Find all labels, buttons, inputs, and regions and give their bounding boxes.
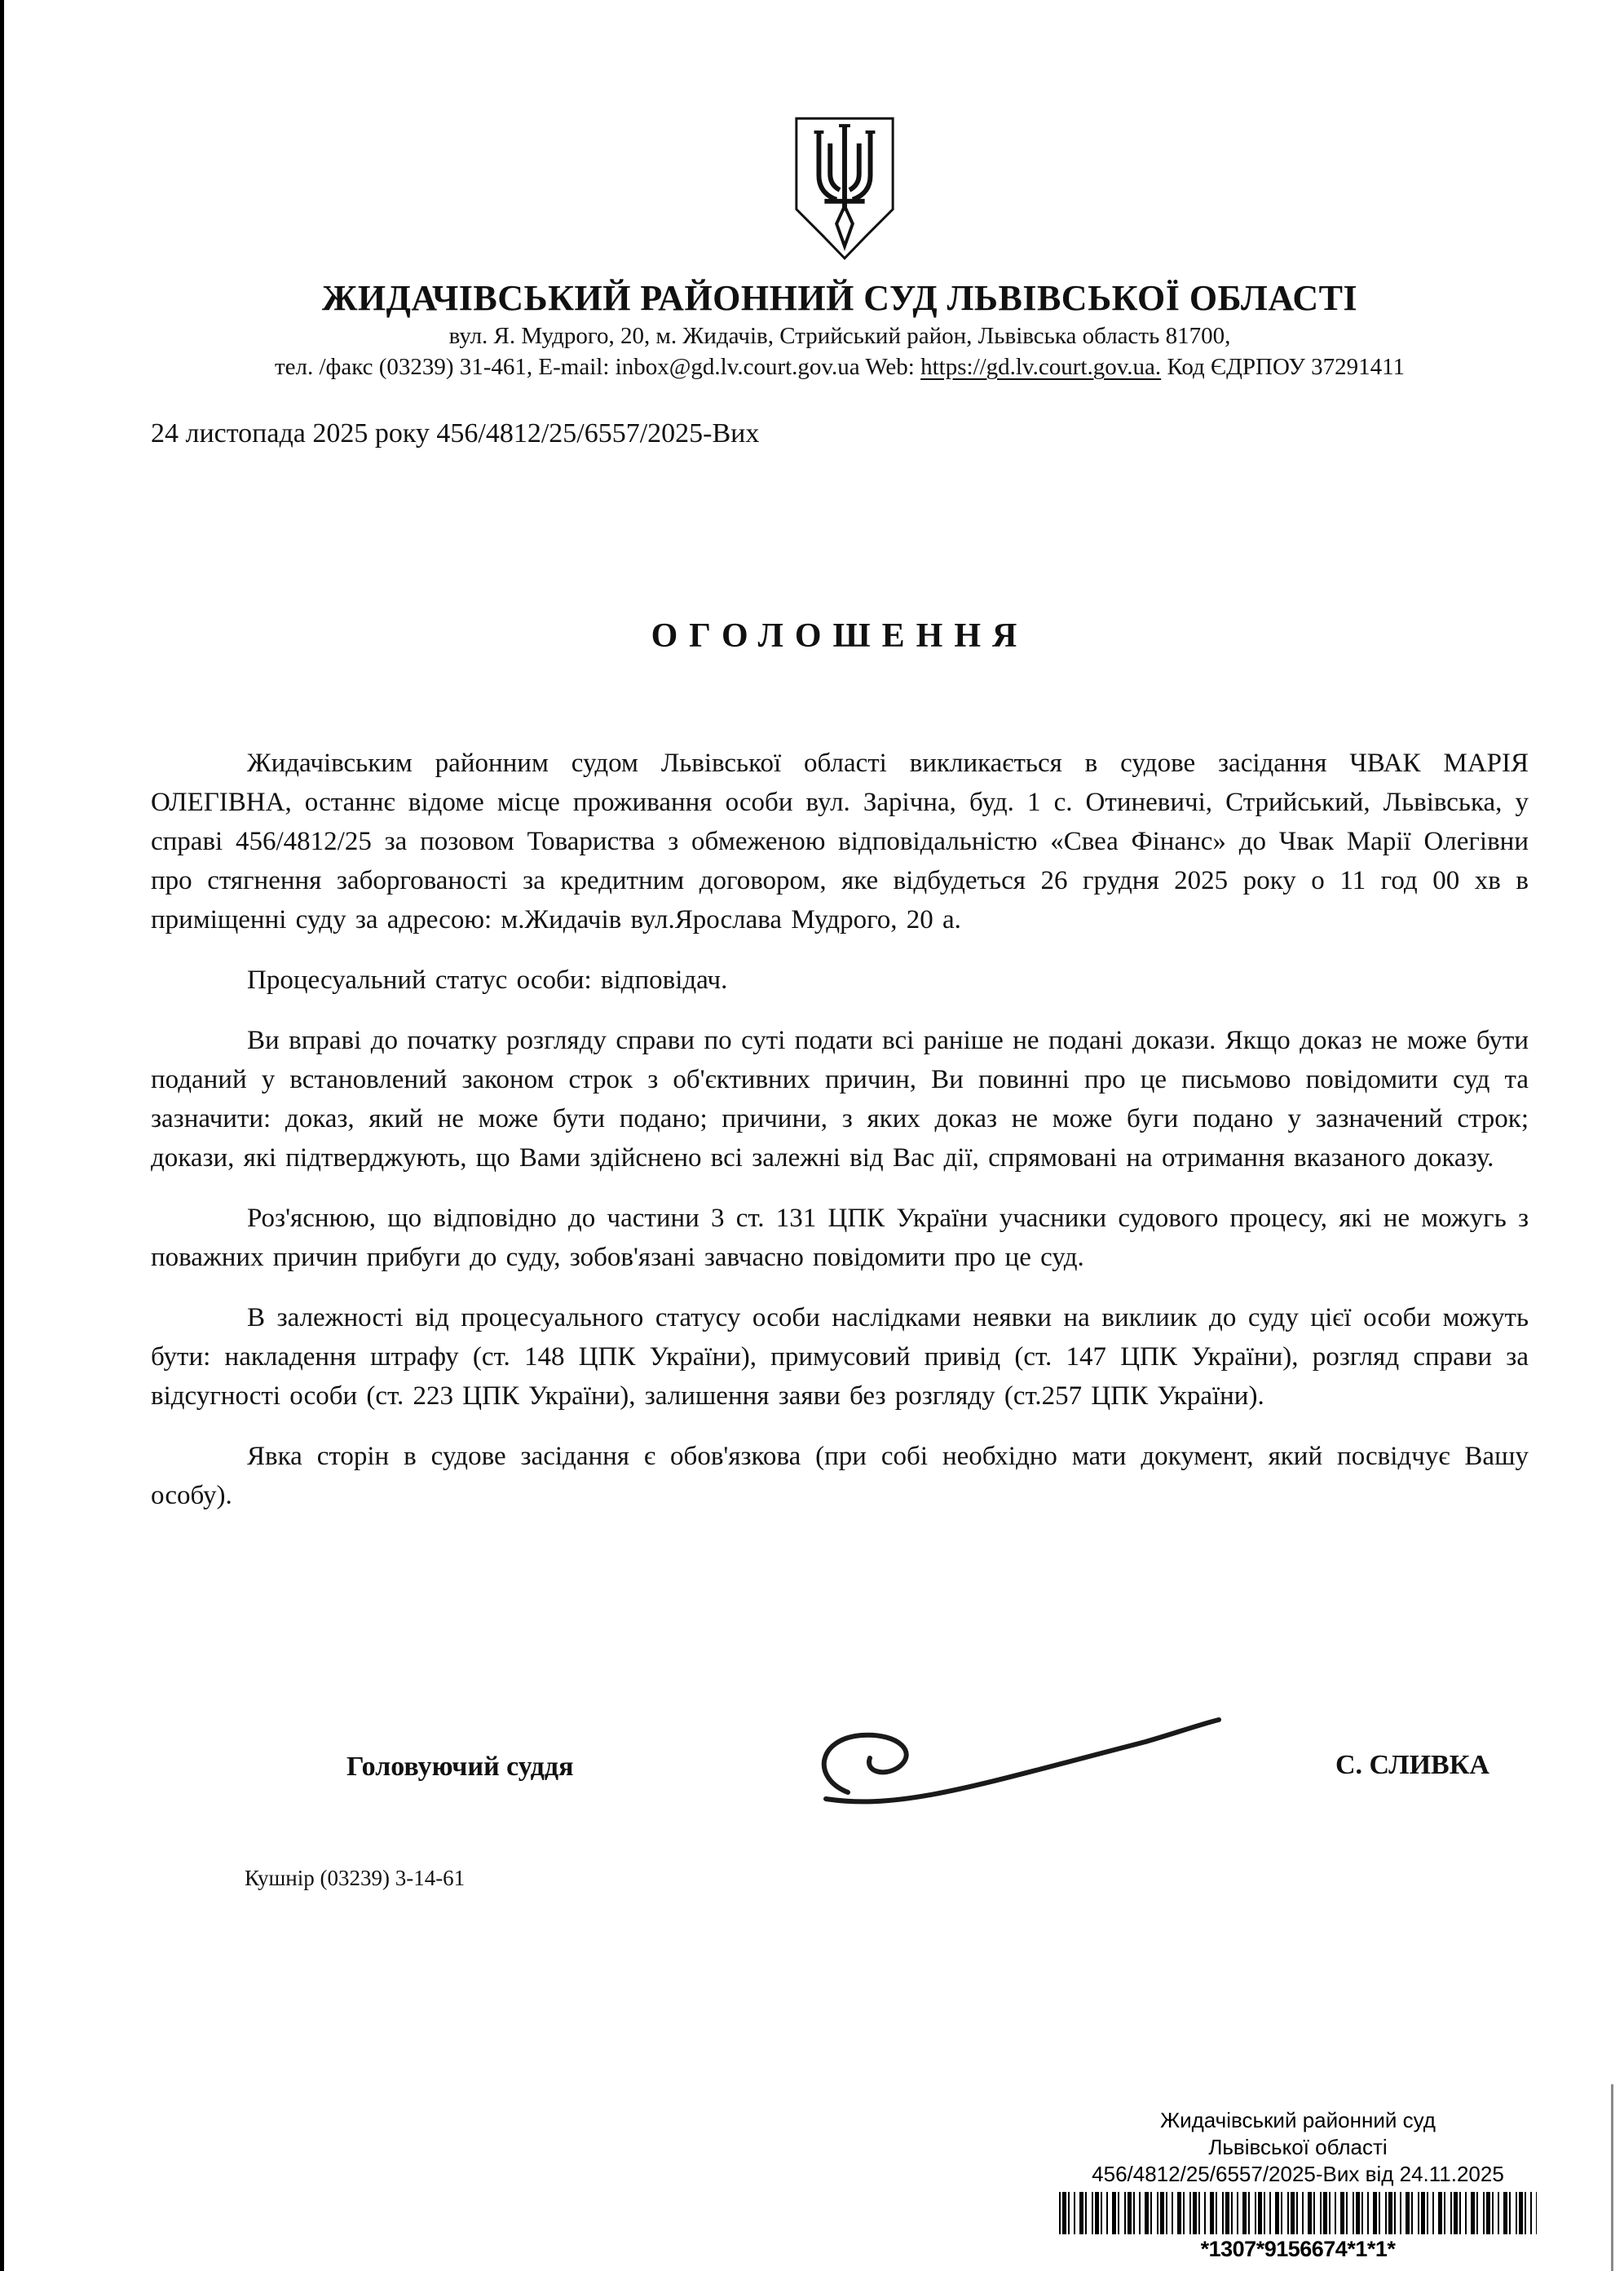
paragraph-article-131: Роз'яснюю, що відповідно до частини 3 ст. 131 ЦПК України учасники судового процесу, які не можугь з поважних причин прибуги до суду, зобов'язані завчасно повідомити про це суд. — [151, 1204, 1529, 1272]
ukraine-trident-emblem-icon — [788, 116, 901, 263]
paragraph-procedural-status: Процесуальний статус особи: відповідач. — [247, 965, 728, 995]
paragraph-non-appearance-consequences: В залежності від процесуального статусу особи наслідками неявки на виклиик до суду цієї особи можуть бути: накладення штрафу (ст. 148 ЦПК України), примусовий привід (ст. 147 ЦПК України), розгляд справи за відсугності особи (ст. 223 ЦПК України), залишення заяви без розгляду (ст.257 ЦПК України). — [151, 1303, 1529, 1411]
court-name: ЖИДАЧІВСЬКИЙ РАЙОННИЙ СУД ЛЬВІВСЬКОЇ ОБЛАСТІ — [321, 278, 1358, 318]
paragraph-summons: Жидачівським районним судом Львівської області викликається в судове засідання ЧВАК МАРІЯ ОЛЕГІВНА, останнє відоме місце проживання особи вул. Зарічна, буд. 1 с. Отиневичі, Стрийський, Львівська, у справі 456/4812/25 за позовом Товариства з обмеженою відповідальністю «Свеа Фінанс» до Чвак Марії Олегівни про стягнення заборгованості за кредитним договором, яке відбудеться 26 грудня 2025 року о 11 год 00 хв в приміщенні суду за адресою: м.Жидачів вул.Ярослава Мудрого, 20 а. — [151, 749, 1529, 934]
document-barcode — [1059, 2192, 1537, 2234]
stamp-court-name-line1: Жидачівський районний суд — [1160, 2108, 1436, 2132]
date-and-reference-number: 24 листопада 2025 року 456/4812/25/6557/2025-Вих — [151, 418, 760, 448]
scan-edge-artifact-left — [0, 0, 4, 2271]
paragraph-evidence-rights: Ви вправі до початку розгляду справи по суті подати всі раніше не подані докази. Якщо доказ не може бути поданий у встановлений законом строк з об'єктивних причин, Ви повинні про це письмово повідомити суд та зазначити: доказ, який не може бути подано; причини, з яких доказ не може буги подано у зазначений строк; докази, які підтверджують, що Вами здійснено всі залежні від Вас дії, спрямовані на отримання вказаного доказу. — [151, 1026, 1529, 1173]
clerk-contact-line: Кушнір (03239) 3-14-61 — [245, 1866, 466, 1890]
paragraph-mandatory-appearance: Явка сторін в судове засідання є обов'язкова (при собі необхідно мати документ, який посвідчує Вашу особу). — [151, 1442, 1529, 1510]
document-title: ОГОЛОШЕННЯ — [651, 617, 1029, 655]
barcode-caption: *1307*9156674*1*1* — [1200, 2237, 1396, 2261]
contact-phone-email: тел. /факс (03239) 31-461, E-mail: inbox@gd.lv.court.gov.ua Web: — [274, 354, 921, 380]
court-contact-line — [57, 354, 1622, 381]
handwritten-signature-icon — [803, 1711, 1227, 1817]
judge-name: С. СЛИВКА — [1335, 1750, 1489, 1780]
registration-stamp-block — [1053, 2107, 1542, 2263]
signature-role-label: Головуючий суддя — [346, 1752, 574, 1782]
scan-edge-artifact-right — [1611, 2084, 1613, 2271]
court-website-url: https://gd.lv.court.gov.ua. — [920, 354, 1162, 380]
announcement-body — [151, 744, 1529, 1536]
stamp-court-name-line2: Львівської області — [1208, 2135, 1388, 2159]
court-address: вул. Я. Мудрого, 20, м. Жидачів, Стрийський район, Львівська область 81700, — [448, 323, 1231, 349]
contact-edrpou-code: Код ЄДРПОУ 37291411 — [1161, 354, 1406, 380]
stamp-document-reference: 456/4812/25/6557/2025-Вих від 24.11.2025 — [1092, 2162, 1504, 2186]
